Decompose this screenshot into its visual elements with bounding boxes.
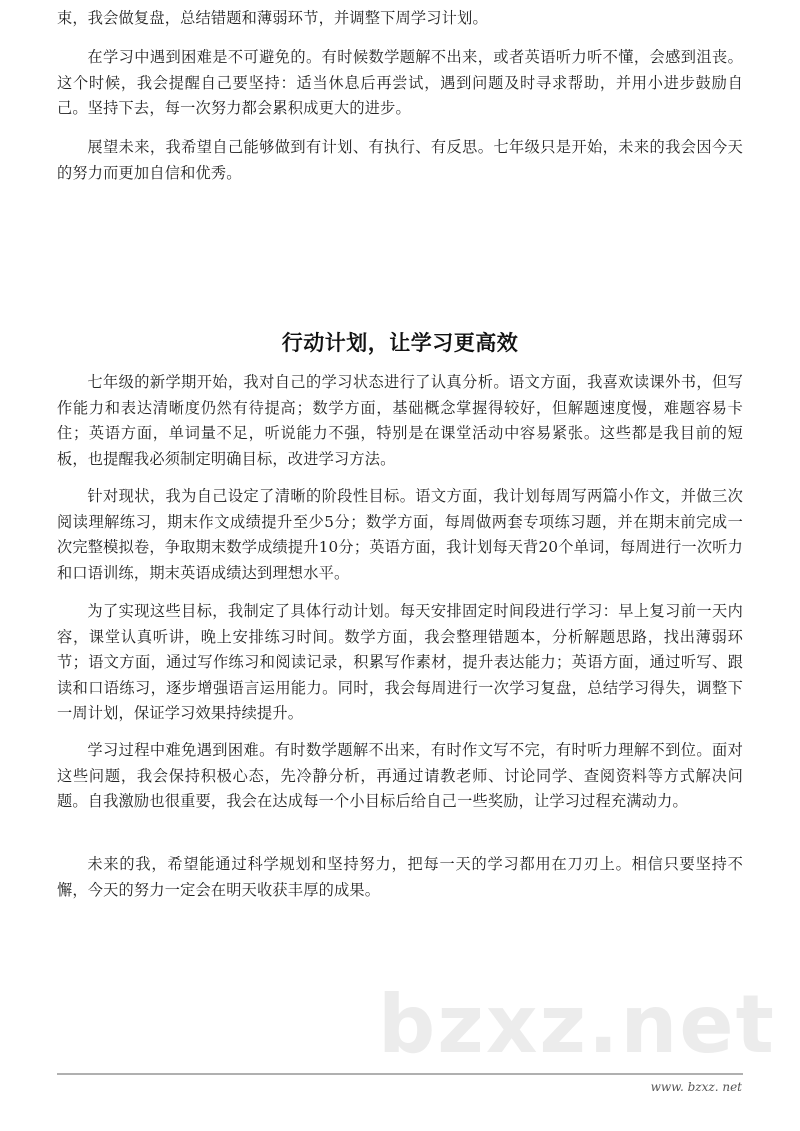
paragraph-outlook: 展望未来，我希望自己能够做到有计划、有执行、有反思。七年级只是开始，未来的我会因今天的努力而更加自信和优秀。: [57, 138, 743, 182]
paragraph-difficulties: 在学习中遇到困难是不可避免的。有时候数学题解不出来，或者英语听力听不懂，会感到沮丧。这个时候，我会提醒自己要坚持：适当休息后再尝试，遇到问题及时寻求帮助，并用小进步鼓励自己。坚持下去，每一次努力都会累积成更大的进步。: [57, 48, 743, 117]
section-title: 行动计划，让学习更高效: [281, 331, 519, 355]
paragraph-continuation: 束，我会做复盘，总结错题和薄弱环节，并调整下周学习计划。: [57, 9, 488, 27]
footer-url: www. bzxz. net: [650, 1080, 742, 1094]
watermark: bzxz.net: [378, 978, 776, 1071]
paragraph-goals: 针对现状，我为自己设定了清晰的阶段性目标。语文方面，我计划每周写两篇小作文，并做三次阅读理解练习，期末作文成绩提升至少5分；数学方面，每周做两套专项练习题，并在期末前完成一次完整模拟卷，争取期末数学成绩提升10分；英语方面，我计划每天背20个单词，每周进行一次听力和口语训练，期末英语成绩达到理想水平。: [57, 487, 743, 582]
paragraph-challenges: 学习过程中难免遇到困难。有时数学题解不出来，有时作文写不完，有时听力理解不到位。面对这些问题，我会保持积极心态，先冷静分析，再通过请教老师、讨论同学、查阅资料等方式解决问题。自我激励也很重要，我会在达成每一个小目标后给自己一些奖励，让学习过程充满动力。: [57, 741, 743, 810]
footer-divider: [57, 1073, 743, 1075]
paragraph-conclusion: 未来的我，希望能通过科学规划和坚持努力，把每一天的学习都用在刀刃上。相信只要坚持不懈，今天的努力一定会在明天收获丰厚的成果。: [57, 855, 743, 899]
paragraph-analysis: 七年级的新学期开始，我对自己的学习状态进行了认真分析。语文方面，我喜欢读课外书，但写作能力和表达清晰度仍然有待提高；数学方面，基础概念掌握得较好，但解题速度慢，难题容易卡住；英语方面，单词量不足，听说能力不强，特别是在课堂活动中容易紧张。这些都是我目前的短板，也提醒我必须制定明确目标，改进学习方法。: [57, 373, 743, 468]
paragraph-action-plan: 为了实现这些目标，我制定了具体行动计划。每天安排固定时间段进行学习：早上复习前一天内容，课堂认真听讲，晚上安排练习时间。数学方面，我会整理错题本，分析解题思路，找出薄弱环节；语文方面，通过写作练习和阅读记录，积累写作素材，提升表达能力；英语方面，通过听写、跟读和口语练习，逐步增强语言运用能力。同时，我会每周进行一次学习复盘，总结学习得失，调整下一周计划，保证学习效果持续提升。: [57, 602, 743, 722]
